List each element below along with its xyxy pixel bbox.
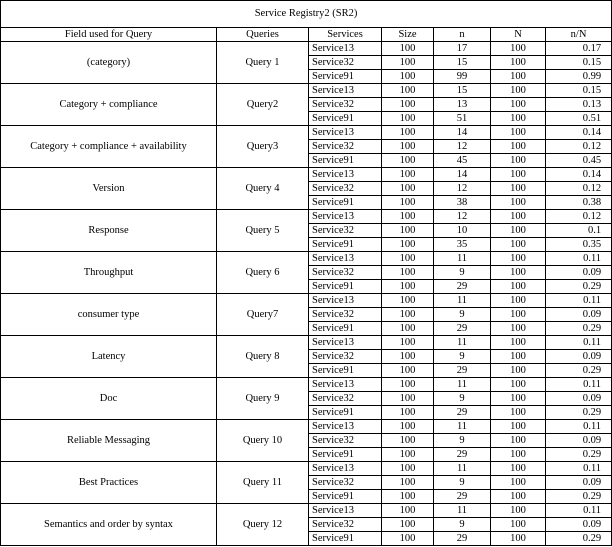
table-row xyxy=(1,84,612,98)
n-cell: 11 xyxy=(434,504,491,518)
ratio-cell: 0.11 xyxy=(546,462,612,476)
ratio-cell: 0.38 xyxy=(546,196,612,210)
total-n-cell: 100 xyxy=(491,336,546,350)
table-row xyxy=(1,378,612,392)
service-cell: Service91 xyxy=(309,532,382,546)
service-cell: Service13 xyxy=(309,84,382,98)
total-n-cell: 100 xyxy=(491,532,546,546)
ratio-cell: 0.29 xyxy=(546,490,612,504)
ratio-cell: 0.51 xyxy=(546,112,612,126)
total-n-cell: 100 xyxy=(491,84,546,98)
n-cell: 29 xyxy=(434,406,491,420)
query-cell: Query 6 xyxy=(217,252,309,294)
n-cell: 13 xyxy=(434,98,491,112)
ratio-cell: 0.29 xyxy=(546,448,612,462)
n-cell: 17 xyxy=(434,42,491,56)
query-cell: Query2 xyxy=(217,84,309,126)
total-n-cell: 100 xyxy=(491,224,546,238)
table-row xyxy=(1,126,612,140)
total-n-cell: 100 xyxy=(491,462,546,476)
size-cell: 100 xyxy=(382,448,434,462)
ratio-cell: 0.12 xyxy=(546,210,612,224)
size-cell: 100 xyxy=(382,126,434,140)
field-cell: Latency xyxy=(1,336,217,378)
query-cell: Query 8 xyxy=(217,336,309,378)
total-n-cell: 100 xyxy=(491,378,546,392)
field-cell: Response xyxy=(1,210,217,252)
query-cell: Query3 xyxy=(217,126,309,168)
size-cell: 100 xyxy=(382,308,434,322)
ratio-cell: 0.14 xyxy=(546,126,612,140)
table-row xyxy=(1,294,612,308)
ratio-cell: 0.17 xyxy=(546,42,612,56)
service-cell: Service32 xyxy=(309,476,382,490)
ratio-cell: 0.09 xyxy=(546,476,612,490)
table-row xyxy=(1,420,612,434)
size-cell: 100 xyxy=(382,56,434,70)
service-cell: Service13 xyxy=(309,42,382,56)
field-cell: consumer type xyxy=(1,294,217,336)
ratio-cell: 0.35 xyxy=(546,238,612,252)
n-cell: 9 xyxy=(434,350,491,364)
service-cell: Service91 xyxy=(309,322,382,336)
query-cell: Query 11 xyxy=(217,462,309,504)
query-cell: Query 10 xyxy=(217,420,309,462)
total-n-cell: 100 xyxy=(491,308,546,322)
service-cell: Service91 xyxy=(309,70,382,84)
n-cell: 35 xyxy=(434,238,491,252)
service-cell: Service13 xyxy=(309,378,382,392)
n-cell: 12 xyxy=(434,210,491,224)
total-n-cell: 100 xyxy=(491,504,546,518)
n-cell: 29 xyxy=(434,280,491,294)
service-cell: Service13 xyxy=(309,168,382,182)
header-field: Field used for Query xyxy=(1,28,217,42)
size-cell: 100 xyxy=(382,350,434,364)
size-cell: 100 xyxy=(382,294,434,308)
total-n-cell: 100 xyxy=(491,154,546,168)
ratio-cell: 0.11 xyxy=(546,252,612,266)
total-n-cell: 100 xyxy=(491,434,546,448)
field-cell: Semantics and order by syntax xyxy=(1,504,217,546)
total-n-cell: 100 xyxy=(491,406,546,420)
size-cell: 100 xyxy=(382,322,434,336)
total-n-cell: 100 xyxy=(491,392,546,406)
n-cell: 11 xyxy=(434,420,491,434)
size-cell: 100 xyxy=(382,210,434,224)
table-row xyxy=(1,336,612,350)
service-cell: Service91 xyxy=(309,238,382,252)
service-cell: Service13 xyxy=(309,210,382,224)
service-cell: Service13 xyxy=(309,294,382,308)
n-cell: 10 xyxy=(434,224,491,238)
table-row xyxy=(1,210,612,224)
ratio-cell: 0.11 xyxy=(546,378,612,392)
size-cell: 100 xyxy=(382,252,434,266)
size-cell: 100 xyxy=(382,280,434,294)
ratio-cell: 0.29 xyxy=(546,364,612,378)
size-cell: 100 xyxy=(382,98,434,112)
total-n-cell: 100 xyxy=(491,518,546,532)
service-cell: Service91 xyxy=(309,280,382,294)
ratio-cell: 0.12 xyxy=(546,182,612,196)
total-n-cell: 100 xyxy=(491,266,546,280)
size-cell: 100 xyxy=(382,532,434,546)
service-cell: Service13 xyxy=(309,126,382,140)
ratio-cell: 0.11 xyxy=(546,294,612,308)
ratio-cell: 0.11 xyxy=(546,504,612,518)
service-cell: Service32 xyxy=(309,224,382,238)
header-n: n xyxy=(434,28,491,42)
n-cell: 9 xyxy=(434,308,491,322)
size-cell: 100 xyxy=(382,266,434,280)
size-cell: 100 xyxy=(382,182,434,196)
total-n-cell: 100 xyxy=(491,490,546,504)
size-cell: 100 xyxy=(382,238,434,252)
ratio-cell: 0.11 xyxy=(546,336,612,350)
field-cell: Category + compliance xyxy=(1,84,217,126)
service-cell: Service13 xyxy=(309,336,382,350)
query-cell: Query 9 xyxy=(217,378,309,420)
n-cell: 15 xyxy=(434,84,491,98)
size-cell: 100 xyxy=(382,154,434,168)
total-n-cell: 100 xyxy=(491,182,546,196)
service-cell: Service13 xyxy=(309,462,382,476)
n-cell: 9 xyxy=(434,434,491,448)
n-cell: 12 xyxy=(434,140,491,154)
table-title: Service Registry2 (SR2) xyxy=(1,1,612,28)
total-n-cell: 100 xyxy=(491,168,546,182)
table-row xyxy=(1,42,612,56)
n-cell: 12 xyxy=(434,182,491,196)
size-cell: 100 xyxy=(382,336,434,350)
size-cell: 100 xyxy=(382,168,434,182)
query-cell: Query 12 xyxy=(217,504,309,546)
n-cell: 11 xyxy=(434,336,491,350)
header-total-n: N xyxy=(491,28,546,42)
size-cell: 100 xyxy=(382,504,434,518)
field-cell: Version xyxy=(1,168,217,210)
query-cell: Query 4 xyxy=(217,168,309,210)
size-cell: 100 xyxy=(382,392,434,406)
service-cell: Service32 xyxy=(309,266,382,280)
n-cell: 38 xyxy=(434,196,491,210)
service-cell: Service13 xyxy=(309,252,382,266)
size-cell: 100 xyxy=(382,42,434,56)
ratio-cell: 0.15 xyxy=(546,56,612,70)
service-cell: Service32 xyxy=(309,98,382,112)
header-queries: Queries xyxy=(217,28,309,42)
total-n-cell: 100 xyxy=(491,364,546,378)
ratio-cell: 0.12 xyxy=(546,140,612,154)
ratio-cell: 0.14 xyxy=(546,168,612,182)
service-cell: Service32 xyxy=(309,518,382,532)
header-ratio: n/N xyxy=(546,28,612,42)
total-n-cell: 100 xyxy=(491,210,546,224)
n-cell: 9 xyxy=(434,518,491,532)
ratio-cell: 0.09 xyxy=(546,434,612,448)
field-cell: Best Practices xyxy=(1,462,217,504)
total-n-cell: 100 xyxy=(491,196,546,210)
size-cell: 100 xyxy=(382,462,434,476)
n-cell: 11 xyxy=(434,462,491,476)
n-cell: 29 xyxy=(434,532,491,546)
total-n-cell: 100 xyxy=(491,140,546,154)
n-cell: 9 xyxy=(434,392,491,406)
total-n-cell: 100 xyxy=(491,350,546,364)
service-cell: Service32 xyxy=(309,182,382,196)
n-cell: 29 xyxy=(434,448,491,462)
service-cell: Service13 xyxy=(309,420,382,434)
table-body xyxy=(1,42,612,546)
total-n-cell: 100 xyxy=(491,252,546,266)
n-cell: 15 xyxy=(434,56,491,70)
total-n-cell: 100 xyxy=(491,322,546,336)
query-cell: Query 5 xyxy=(217,210,309,252)
query-cell: Query 1 xyxy=(217,42,309,84)
service-cell: Service91 xyxy=(309,112,382,126)
total-n-cell: 100 xyxy=(491,42,546,56)
service-cell: Service32 xyxy=(309,434,382,448)
size-cell: 100 xyxy=(382,378,434,392)
ratio-cell: 0.29 xyxy=(546,532,612,546)
n-cell: 11 xyxy=(434,252,491,266)
size-cell: 100 xyxy=(382,84,434,98)
size-cell: 100 xyxy=(382,518,434,532)
header-size: Size xyxy=(382,28,434,42)
n-cell: 45 xyxy=(434,154,491,168)
size-cell: 100 xyxy=(382,420,434,434)
n-cell: 9 xyxy=(434,476,491,490)
ratio-cell: 0.11 xyxy=(546,420,612,434)
ratio-cell: 0.99 xyxy=(546,70,612,84)
service-cell: Service32 xyxy=(309,308,382,322)
ratio-cell: 0.29 xyxy=(546,322,612,336)
size-cell: 100 xyxy=(382,70,434,84)
service-cell: Service91 xyxy=(309,154,382,168)
table-row xyxy=(1,168,612,182)
total-n-cell: 100 xyxy=(491,56,546,70)
size-cell: 100 xyxy=(382,224,434,238)
ratio-cell: 0.09 xyxy=(546,308,612,322)
n-cell: 29 xyxy=(434,322,491,336)
n-cell: 11 xyxy=(434,294,491,308)
ratio-cell: 0.09 xyxy=(546,266,612,280)
total-n-cell: 100 xyxy=(491,294,546,308)
service-cell: Service32 xyxy=(309,392,382,406)
n-cell: 11 xyxy=(434,378,491,392)
total-n-cell: 100 xyxy=(491,126,546,140)
service-cell: Service91 xyxy=(309,364,382,378)
ratio-cell: 0.29 xyxy=(546,280,612,294)
table-row xyxy=(1,252,612,266)
total-n-cell: 100 xyxy=(491,420,546,434)
field-cell: Throughput xyxy=(1,252,217,294)
size-cell: 100 xyxy=(382,406,434,420)
ratio-cell: 0.15 xyxy=(546,84,612,98)
n-cell: 29 xyxy=(434,490,491,504)
ratio-cell: 0.45 xyxy=(546,154,612,168)
service-cell: Service32 xyxy=(309,56,382,70)
field-cell: Reliable Messaging xyxy=(1,420,217,462)
service-cell: Service91 xyxy=(309,490,382,504)
total-n-cell: 100 xyxy=(491,70,546,84)
total-n-cell: 100 xyxy=(491,238,546,252)
n-cell: 14 xyxy=(434,126,491,140)
query-cell: Query7 xyxy=(217,294,309,336)
header-services: Services xyxy=(309,28,382,42)
field-cell: Doc xyxy=(1,378,217,420)
size-cell: 100 xyxy=(382,364,434,378)
total-n-cell: 100 xyxy=(491,448,546,462)
service-cell: Service32 xyxy=(309,350,382,364)
n-cell: 51 xyxy=(434,112,491,126)
table-row xyxy=(1,462,612,476)
service-cell: Service32 xyxy=(309,140,382,154)
ratio-cell: 0.1 xyxy=(546,224,612,238)
service-cell: Service91 xyxy=(309,448,382,462)
size-cell: 100 xyxy=(382,196,434,210)
n-cell: 9 xyxy=(434,266,491,280)
total-n-cell: 100 xyxy=(491,98,546,112)
n-cell: 14 xyxy=(434,168,491,182)
size-cell: 100 xyxy=(382,476,434,490)
ratio-cell: 0.13 xyxy=(546,98,612,112)
field-cell: Category + compliance + availability xyxy=(1,126,217,168)
size-cell: 100 xyxy=(382,434,434,448)
ratio-cell: 0.29 xyxy=(546,406,612,420)
n-cell: 99 xyxy=(434,70,491,84)
total-n-cell: 100 xyxy=(491,280,546,294)
n-cell: 29 xyxy=(434,364,491,378)
total-n-cell: 100 xyxy=(491,112,546,126)
size-cell: 100 xyxy=(382,112,434,126)
header-row xyxy=(1,28,612,42)
size-cell: 100 xyxy=(382,490,434,504)
service-cell: Service91 xyxy=(309,196,382,210)
ratio-cell: 0.09 xyxy=(546,392,612,406)
service-cell: Service91 xyxy=(309,406,382,420)
service-cell: Service13 xyxy=(309,504,382,518)
total-n-cell: 100 xyxy=(491,476,546,490)
ratio-cell: 0.09 xyxy=(546,518,612,532)
table-row xyxy=(1,504,612,518)
ratio-cell: 0.09 xyxy=(546,350,612,364)
size-cell: 100 xyxy=(382,140,434,154)
field-cell: (category) xyxy=(1,42,217,84)
